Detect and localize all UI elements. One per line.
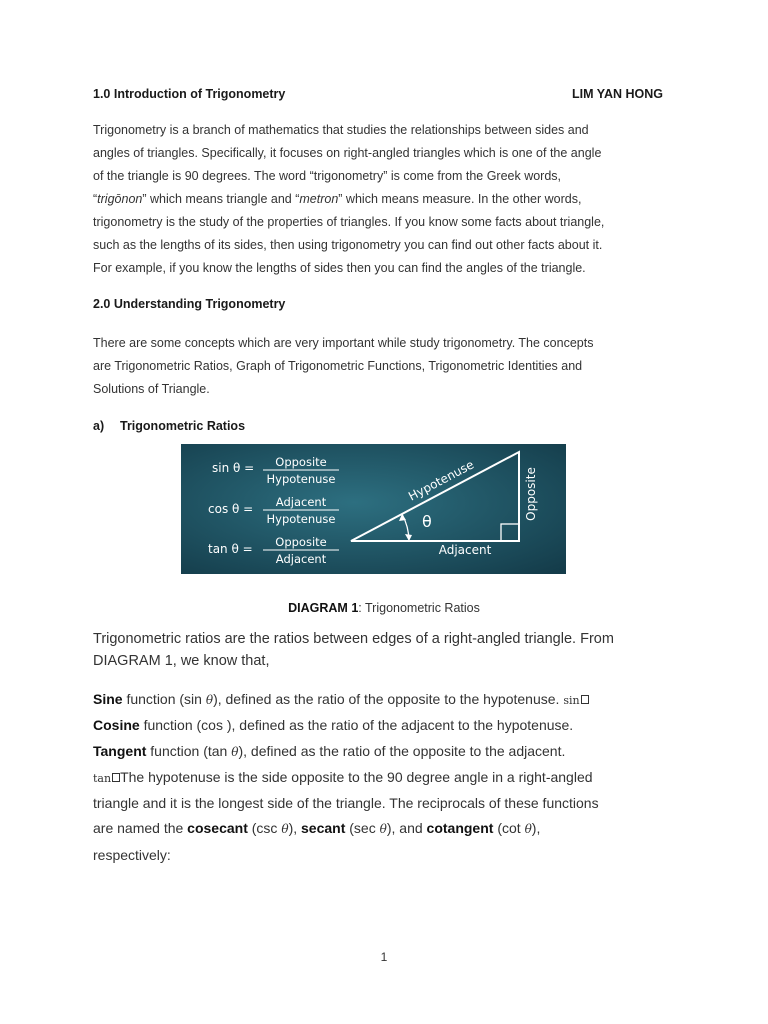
theta-label: θ (422, 512, 432, 531)
intro-line-1: Trigonometry is a branch of mathematics that studies the relationships between sides and (93, 123, 589, 137)
intro-paragraph (93, 119, 678, 280)
adjacent-label: Adjacent (438, 543, 492, 557)
missing-glyph-box (581, 695, 589, 704)
section-2-heading: 2.0 Understanding Trigonometry (93, 297, 286, 311)
cos-denominator: Hypotenuse (266, 512, 336, 526)
tangent-definition: Tangent function (tan θ), defined as the ratio of the opposite to the adjacent. (93, 742, 566, 759)
ratios-intro-paragraph (93, 628, 683, 672)
concepts-line-1: There are some concepts which are very important while study trigonometry. The concepts (93, 336, 594, 350)
diagram-caption (0, 601, 768, 615)
intro-line-5: trigonometry is the study of the properties of triangles. If you know some facts about triangle, (93, 215, 605, 229)
trig-ratios-diagram (181, 444, 566, 574)
greek-word-metron: metron (299, 192, 339, 206)
caption-label: DIAGRAM 1 (288, 601, 359, 615)
cosine-definition: Cosine function (cos ), defined as the ratio of the adjacent to the hypotenuse. (93, 717, 574, 734)
missing-glyph-box (112, 773, 120, 782)
concepts-paragraph (93, 332, 678, 401)
concepts-line-3: Solutions of Triangle. (93, 382, 210, 396)
intro-line-4: “trigōnon” which means triangle and “metron” which means measure. In the other words, (93, 192, 582, 206)
definitions-block (93, 687, 693, 868)
hypotenuse-line-2: triangle and it is the longest side of the triangle. The reciprocals of these functions (93, 795, 599, 812)
cos-label: cos θ = (208, 502, 254, 516)
page-number: 1 (380, 950, 388, 964)
subsection-a-heading (93, 419, 245, 433)
intro-line-2: angles of triangles. Specifically, it focuses on right-angled triangles which is one of the angle (93, 146, 602, 160)
greek-word-trigonon: trigōnon (97, 192, 143, 206)
tan-numerator: Opposite (275, 535, 327, 549)
tan-denominator: Adjacent (275, 552, 327, 566)
section-1-heading: 1.0 Introduction of Trigonometry (93, 87, 286, 101)
caption-text: : Trigonometric Ratios (358, 601, 480, 615)
cos-numerator: Adjacent (275, 495, 327, 509)
respectively-line: respectively: (93, 846, 171, 863)
intro-line-3: of the triangle is 90 degrees. The word “trigonometry” is come from the Greek words, (93, 169, 562, 183)
intro-line-6: such as the lengths of its sides, then using trigonometry you can find out other facts about it. (93, 238, 603, 252)
tan-label: tan θ = (208, 542, 253, 556)
hypotenuse-label: Hypotenuse (406, 457, 477, 504)
concepts-line-2: are Trigonometric Ratios, Graph of Trigonometric Functions, Trigonometric Identities and (93, 359, 583, 373)
sin-label: sin θ = (212, 461, 255, 475)
author-name: LIM YAN HONG (572, 87, 663, 101)
subsection-letter: a) (93, 419, 105, 433)
sin-denominator: Hypotenuse (266, 472, 336, 486)
ratios-intro-line-2: DIAGRAM 1, we know that, (93, 653, 270, 669)
hypotenuse-line-1: tan The hypotenuse is the side opposite to the 90 degree angle in a right-angled (93, 768, 593, 785)
subsection-title: Trigonometric Ratios (120, 419, 246, 433)
opposite-label: Opposite (524, 467, 538, 521)
sine-definition: Sine function (sin θ), defined as the ratio of the opposite to the hypotenuse. sin (93, 687, 693, 713)
sin-numerator: Opposite (275, 455, 327, 469)
intro-line-7: For example, if you know the lengths of sides then you can find the angles of the triangle. (93, 261, 586, 275)
ratios-intro-line-1: Trigonometric ratios are the ratios between edges of a right-angled triangle. From (93, 631, 614, 647)
reciprocals-line: are named the cosecant (csc θ), secant (sec θ), and cotangent (cot θ), (93, 820, 541, 837)
page-header (93, 87, 663, 105)
